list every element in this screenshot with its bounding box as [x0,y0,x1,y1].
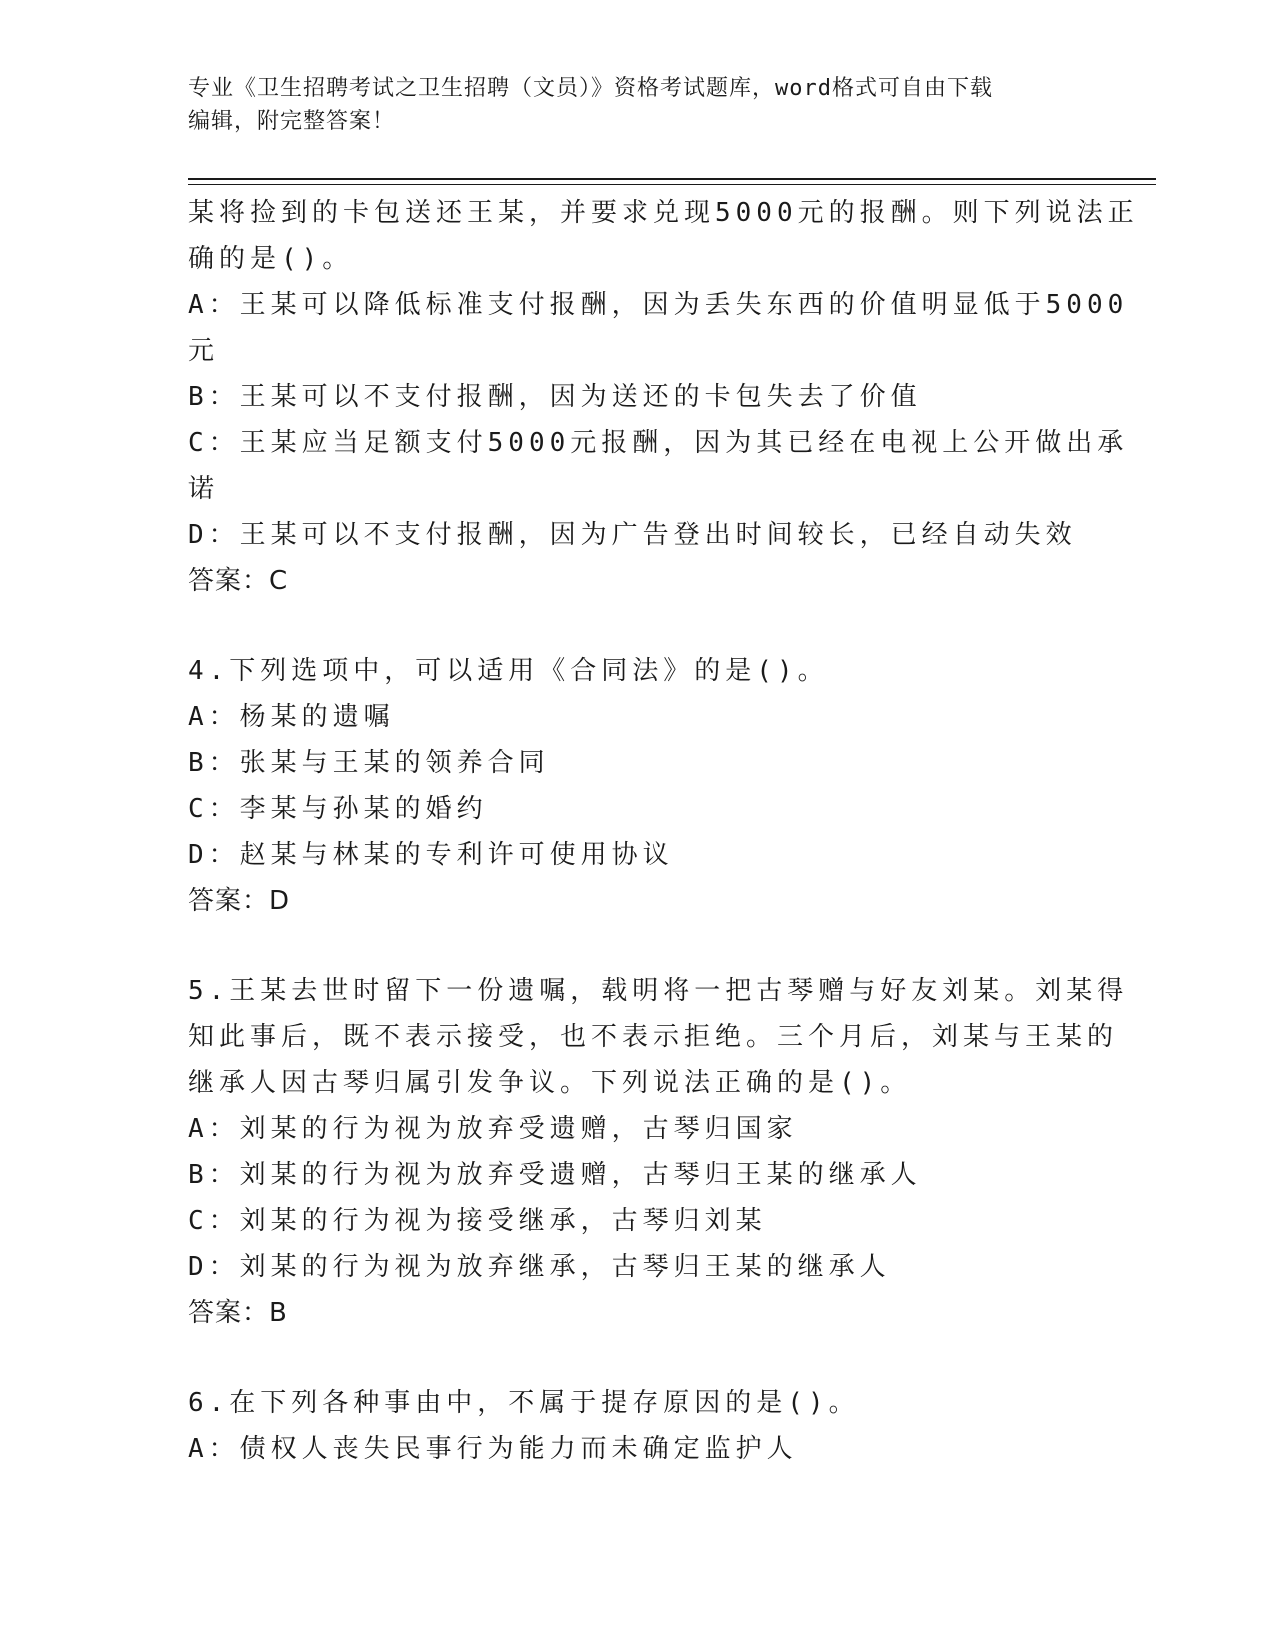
option-a-continued: 元 [188,336,220,366]
question-6 [188,1380,1088,1472]
question-stem-line: 6.在下列各种事由中，不属于提存原因的是()。 [188,1388,860,1418]
answer-label: 答案：C [188,566,289,596]
option-c: C：李某与孙某的婚约 [188,794,488,824]
option-a: A：债权人丧失民事行为能力而未确定监护人 [188,1434,798,1464]
question-5 [188,968,1129,1336]
option-b: B：刘某的行为视为放弃受遗赠，古琴归王某的继承人 [188,1160,922,1190]
option-b: B：王某可以不支付报酬，因为送还的卡包失去了价值 [188,382,922,412]
question-4 [188,648,1088,924]
question-3 [188,190,1139,604]
option-a: A：刘某的行为视为放弃受遗赠，古琴归国家 [188,1114,798,1144]
option-a: A：王某可以降低标准支付报酬，因为丢失东西的价值明显低于5000 [188,290,1129,320]
option-a: A：杨某的遗嘱 [188,702,395,732]
document-header [188,72,1088,138]
question-stem-line: 某将捡到的卡包送还王某，并要求兑现5000元的报酬。则下列说法正 [188,198,1139,228]
question-stem-line: 继承人因古琴归属引发争议。下列说法正确的是()。 [188,1068,912,1098]
header-divider-thin [188,184,1156,185]
header-line-2: 编辑，附完整答案！ [188,109,396,134]
question-stem-line: 确的是()。 [188,244,354,274]
answer-label: 答案：D [188,886,291,916]
option-d: D：刘某的行为视为放弃继承，古琴归王某的继承人 [188,1252,891,1282]
question-stem-line: 5.王某去世时留下一份遗嘱，载明将一把古琴赠与好友刘某。刘某得 [188,976,1129,1006]
option-c: C：王某应当足额支付5000元报酬，因为其已经在电视上公开做出承 [188,428,1129,458]
option-b: B：张某与王某的领养合同 [188,748,550,778]
header-line-1: 专业《卫生招聘考试之卫生招聘（文员）》资格考试题库，word格式可自由下载 [188,76,993,101]
option-c-continued: 诺 [188,474,220,504]
option-c: C：刘某的行为视为接受继承，古琴归刘某 [188,1206,767,1236]
question-stem-line: 4.下列选项中，可以适用《合同法》的是()。 [188,656,829,686]
answer-label: 答案：B [188,1298,288,1328]
question-stem-line: 知此事后，既不表示接受，也不表示拒绝。三个月后，刘某与王某的 [188,1022,1119,1052]
option-d: D：赵某与林某的专利许可使用协议 [188,840,674,870]
header-divider-thick [188,178,1156,180]
option-d: D：王某可以不支付报酬，因为广告登出时间较长，已经自动失效 [188,520,1077,550]
document-body [188,190,1139,1472]
